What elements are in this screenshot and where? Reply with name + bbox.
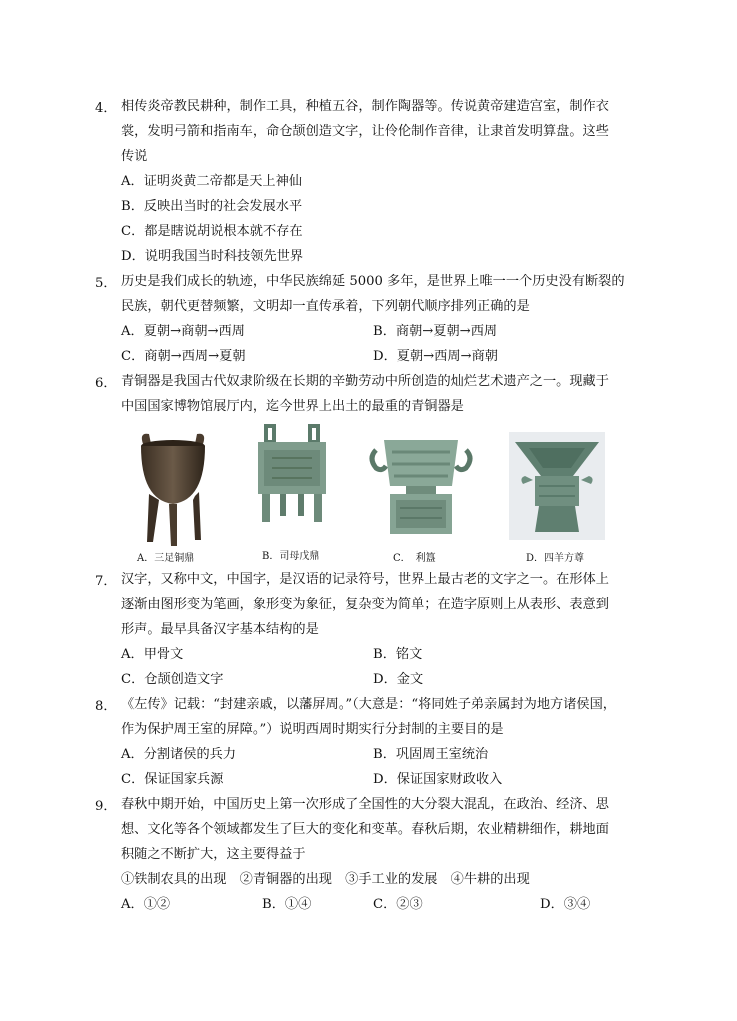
option-c[interactable]: C．保证国家兵源 xyxy=(121,772,224,787)
option-b[interactable]: B．①④ xyxy=(262,897,312,912)
option-a[interactable]: A．证明炎黄二帝都是天上神仙 xyxy=(121,174,302,189)
option-b[interactable]: B．巩固周王室统治 xyxy=(373,747,489,762)
question-number: 9． xyxy=(95,799,117,814)
simuwu-ding-image[interactable] xyxy=(252,422,332,526)
question-text: 青铜器是我国古代奴隶阶级在长期的辛勤劳动中所创造的灿烂艺术遗产之一。现藏于 xyxy=(121,374,609,389)
option-d[interactable]: D．夏朝→西周→商朝 xyxy=(373,349,498,364)
question-text: 形声。最早具备汉字基本结构的是 xyxy=(121,622,319,637)
question-text: 汉字，又称中文，中国字，是汉语的记录符号，世界上最古老的文字之一。在形体上 xyxy=(121,572,609,587)
option-c[interactable]: C．②③ xyxy=(373,897,423,912)
question-text: 积随之不断扩大，这主要得益于 xyxy=(121,847,306,862)
question-text: 想、文化等各个领域都发生了巨大的变化和变革。春秋后期，农业精耕细作，耕地面 xyxy=(121,822,609,837)
siyang-fangzun-image[interactable] xyxy=(509,432,605,540)
question-statements: ①铁制农具的出现 ②青铜器的出现 ③手工业的发展 ④牛耕的出现 xyxy=(121,872,530,887)
bronze-ding-image[interactable] xyxy=(133,430,213,548)
option-d[interactable]: D．保证国家财政收入 xyxy=(373,772,503,787)
option-a[interactable]: A．分割诸侯的兵力 xyxy=(121,747,237,762)
question-text: 相传炎帝教民耕种，制作工具，种植五谷，制作陶器等。传说黄帝建造宫室，制作衣 xyxy=(121,99,609,114)
option-b[interactable]: B．商朝→夏朝→西周 xyxy=(373,324,498,339)
question-text: 春秋中期开始，中国历史上第一次形成了全国性的大分裂大混乱，在政治、经济、思 xyxy=(121,797,609,812)
question-number: 4． xyxy=(95,101,117,116)
question-number: 8． xyxy=(95,699,117,714)
option-d[interactable]: D．③④ xyxy=(540,897,591,912)
question-text: 裳，发明弓箭和指南车，命仓颉创造文字，让伶伦制作音律，让隶首发明算盘。这些 xyxy=(121,124,609,139)
figure-caption-a: A．三足铜鼎 xyxy=(137,553,195,564)
option-a[interactable]: A．①② xyxy=(121,897,171,912)
figure-caption-b: B．司母戊鼎 xyxy=(262,551,320,562)
li-gui-image[interactable] xyxy=(368,432,474,538)
question-number: 7． xyxy=(95,574,117,589)
question-text: 民族，朝代更替频繁，文明却一直传承着，下列朝代顺序排列正确的是 xyxy=(121,299,530,314)
question-text: 历史是我们成长的轨迹，中华民族绵延 5000 多年，是世界上唯一一个历史没有断裂的 xyxy=(121,274,625,289)
option-d[interactable]: D．金文 xyxy=(373,672,424,687)
option-a[interactable]: A．夏朝→商朝→西周 xyxy=(121,324,245,339)
question-text: 作为保护周王室的屏障。”）说明西周时期实行分封制的主要目的是 xyxy=(121,722,504,737)
option-a[interactable]: A．甲骨文 xyxy=(121,647,184,662)
question-number: 5． xyxy=(95,276,117,291)
question-text: 中国国家博物馆展厅内，迄今世界上出土的最重的青铜器是 xyxy=(121,399,464,414)
option-d[interactable]: D．说明我国当时科技领先世界 xyxy=(121,249,304,264)
question-text: 传说 xyxy=(121,149,148,164)
option-c[interactable]: C．商朝→西周→夏朝 xyxy=(121,349,246,364)
option-b[interactable]: B．反映出当时的社会发展水平 xyxy=(121,199,303,214)
option-c[interactable]: C．都是瞎说胡说根本就不存在 xyxy=(121,224,303,239)
option-c[interactable]: C．仓颉创造文字 xyxy=(121,672,224,687)
option-b[interactable]: B．铭文 xyxy=(373,647,423,662)
question-text: 《左传》记载：“封建亲戚，以藩屏周。”（大意是：“将同姓子弟亲属封为地方诸侯国， xyxy=(121,697,616,712)
figure-caption-d: D．四羊方尊 xyxy=(526,553,585,564)
figure-caption-c: C． 利簋 xyxy=(393,553,436,564)
question-text: 逐渐由图形变为笔画，象形变为象征，复杂变为简单；在造字原则上从表形、表意到 xyxy=(121,597,609,612)
question-number: 6． xyxy=(95,376,117,391)
